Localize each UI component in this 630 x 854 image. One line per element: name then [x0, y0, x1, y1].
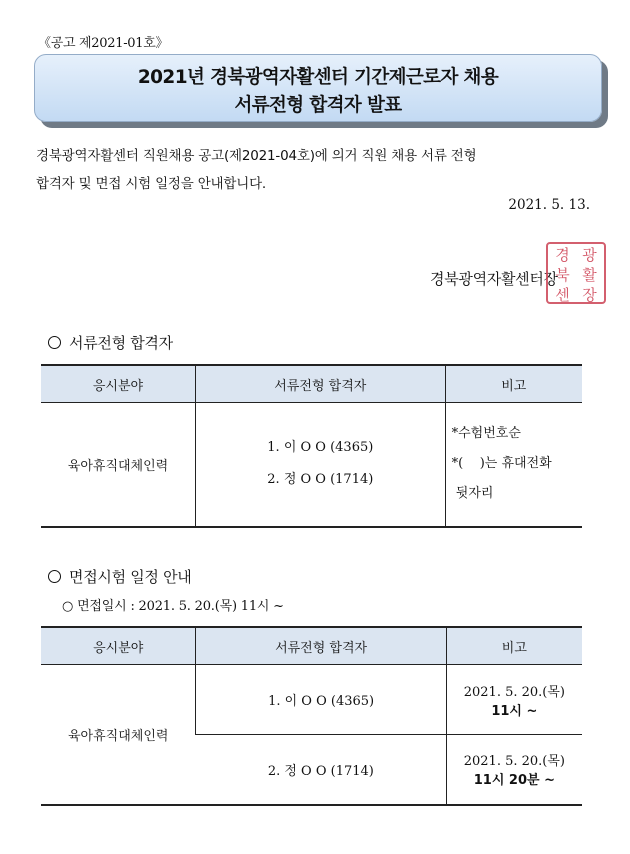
document-date: 2021. 5. 13.: [508, 197, 590, 213]
title-line-2: 서류전형 합격자 발표: [234, 95, 402, 116]
seal-char: 센: [555, 286, 570, 304]
section-title: 면접시험 일정 안내: [69, 568, 192, 586]
intro-line-1: 경북광역자활센터 직원채용 공고(제2021-04호)에 의거 직원 채용 서류 전형: [36, 148, 477, 164]
remark-line: *( )는 휴대전화: [451, 456, 552, 472]
official-seal: [546, 242, 606, 304]
interview-date: 2021. 5. 20.(목): [463, 754, 565, 770]
seal-char: 북: [555, 266, 570, 284]
remark-line: *수험번호순: [451, 426, 521, 442]
remark-line: 뒷자리: [451, 486, 494, 502]
table-row: [41, 403, 582, 527]
interview-time: 11시 20분 ~: [473, 773, 555, 789]
column-header: 비고: [445, 365, 582, 403]
column-header: 서류전형 합격자: [196, 627, 446, 665]
circle-bullet-icon: [48, 570, 61, 583]
table-header-row: [41, 365, 582, 403]
column-header: 비고: [446, 627, 582, 665]
notice-number: 《공고 제2021-01호》: [38, 36, 169, 51]
remarks-cell: [445, 403, 582, 527]
title-line-1: 2021년 경북광역자활센터 기간제근로자 채용: [137, 67, 499, 88]
section-heading-interview: [48, 566, 191, 587]
column-header: 서류전형 합격자: [196, 365, 446, 403]
interview-time: 11시 ~: [491, 703, 538, 719]
table-row: [41, 665, 582, 735]
seal-char: 장: [582, 286, 597, 304]
table-header-row: [41, 627, 582, 665]
intro-line-2: 합격자 및 면접 시험 일정을 안내합니다.: [36, 176, 267, 192]
seal-char: 경: [555, 246, 570, 264]
field-cell: 육아휴직대체인력: [41, 403, 196, 527]
applicants-cell: [196, 403, 446, 527]
passers-table: [41, 364, 582, 528]
interview-schedule-table: [41, 626, 582, 806]
circle-bullet-icon: [48, 336, 61, 349]
schedule-cell: [446, 735, 582, 805]
section-heading-passers: [48, 332, 173, 353]
interview-datetime-note: ○ 면접일시 : 2021. 5. 20.(목) 11시 ~: [62, 599, 284, 614]
applicant-cell: 1. 이 O O (4365): [196, 665, 446, 735]
column-header: 응시분야: [41, 365, 196, 403]
seal-char: 활: [582, 266, 597, 284]
section-title: 서류전형 합격자: [69, 334, 173, 352]
applicant-name: 1. 이 O O (4365): [267, 440, 374, 456]
issuer-name: 경북광역자활센터장: [430, 270, 558, 288]
applicant-name: 2. 정 O O (1714): [267, 472, 374, 488]
column-header: 응시분야: [41, 627, 196, 665]
seal-char: 광: [582, 246, 597, 264]
field-cell: 육아휴직대체인력: [41, 665, 196, 805]
applicant-cell: 2. 정 O O (1714): [196, 735, 446, 805]
interview-date: 2021. 5. 20.(목): [463, 684, 565, 700]
title-banner: [34, 54, 602, 122]
schedule-cell: [446, 665, 582, 735]
intro-paragraph: [36, 142, 596, 198]
